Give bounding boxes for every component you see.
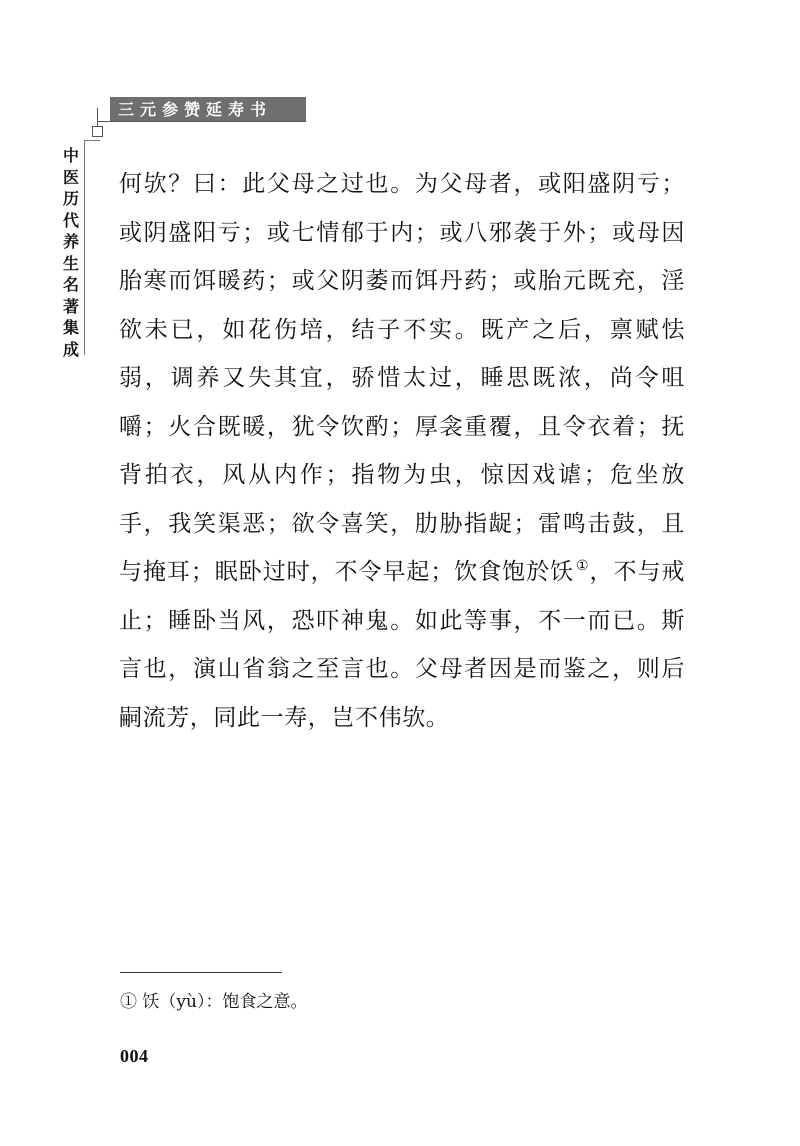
series-title-char: 养: [62, 232, 79, 251]
footnote: ① 饫（yù）：饱食之意。: [120, 992, 308, 1012]
series-title-char: 成: [62, 339, 79, 359]
body-text-part-1: 何欤？曰：此父母之过也。为父母者，或阳盛阴亏；或阴盛阳亏；或七情郁于内；或八邪袭于外；或母因胎寒而饵暖药；或父阴萎而饵丹药；或胎元既充，淫欲未已，如花伤培，结子不实。既产之后，禀赋怯弱，调养又失其宜，骄惜太过，睡思既浓，尚令咀嚼；火合既暖，犹令饮酌；厚衾重覆，且令衣着；抚背拍衣，风从内作；指物为虫，惊因戏谑；危坐放手，我笑渠恶；欲令喜笑，肋胁指龊；雷鸣击鼓，且与掩耳；眠卧过时，不令早起；饮食饱於饫: [119, 171, 685, 585]
series-title-char: 名: [62, 275, 79, 294]
corner-ornament: [92, 126, 103, 137]
side-rule: [84, 140, 85, 355]
body-paragraph: [119, 160, 685, 742]
series-title-char: 历: [62, 189, 79, 208]
series-title-char: 集: [62, 318, 79, 337]
header-corner-line: [97, 108, 98, 128]
series-title-char: 著: [62, 296, 79, 316]
series-title-char: 代: [62, 210, 79, 230]
footnote-rule: [120, 972, 282, 973]
body-text-part-2: ，不与戒止；睡卧当风，恐吓神鬼。如此等事，不一而已。斯言也，演山省翁之至言也。父母者因是而鉴之，则后嗣流芳，同此一寿，岂不伟欤。: [119, 559, 685, 731]
header-rule: [98, 121, 306, 122]
page-number: 004: [120, 1046, 149, 1066]
body-text: [119, 160, 685, 742]
series-title-char: 中: [62, 146, 79, 165]
series-title-char: 医: [62, 167, 79, 187]
series-title-char: 生: [62, 253, 79, 273]
series-title-vertical: [60, 145, 82, 360]
side-rule-top: [84, 140, 100, 141]
book-title-header: 三元参赞延寿书: [110, 97, 306, 122]
footnote-marker[interactable]: ①: [576, 558, 590, 574]
